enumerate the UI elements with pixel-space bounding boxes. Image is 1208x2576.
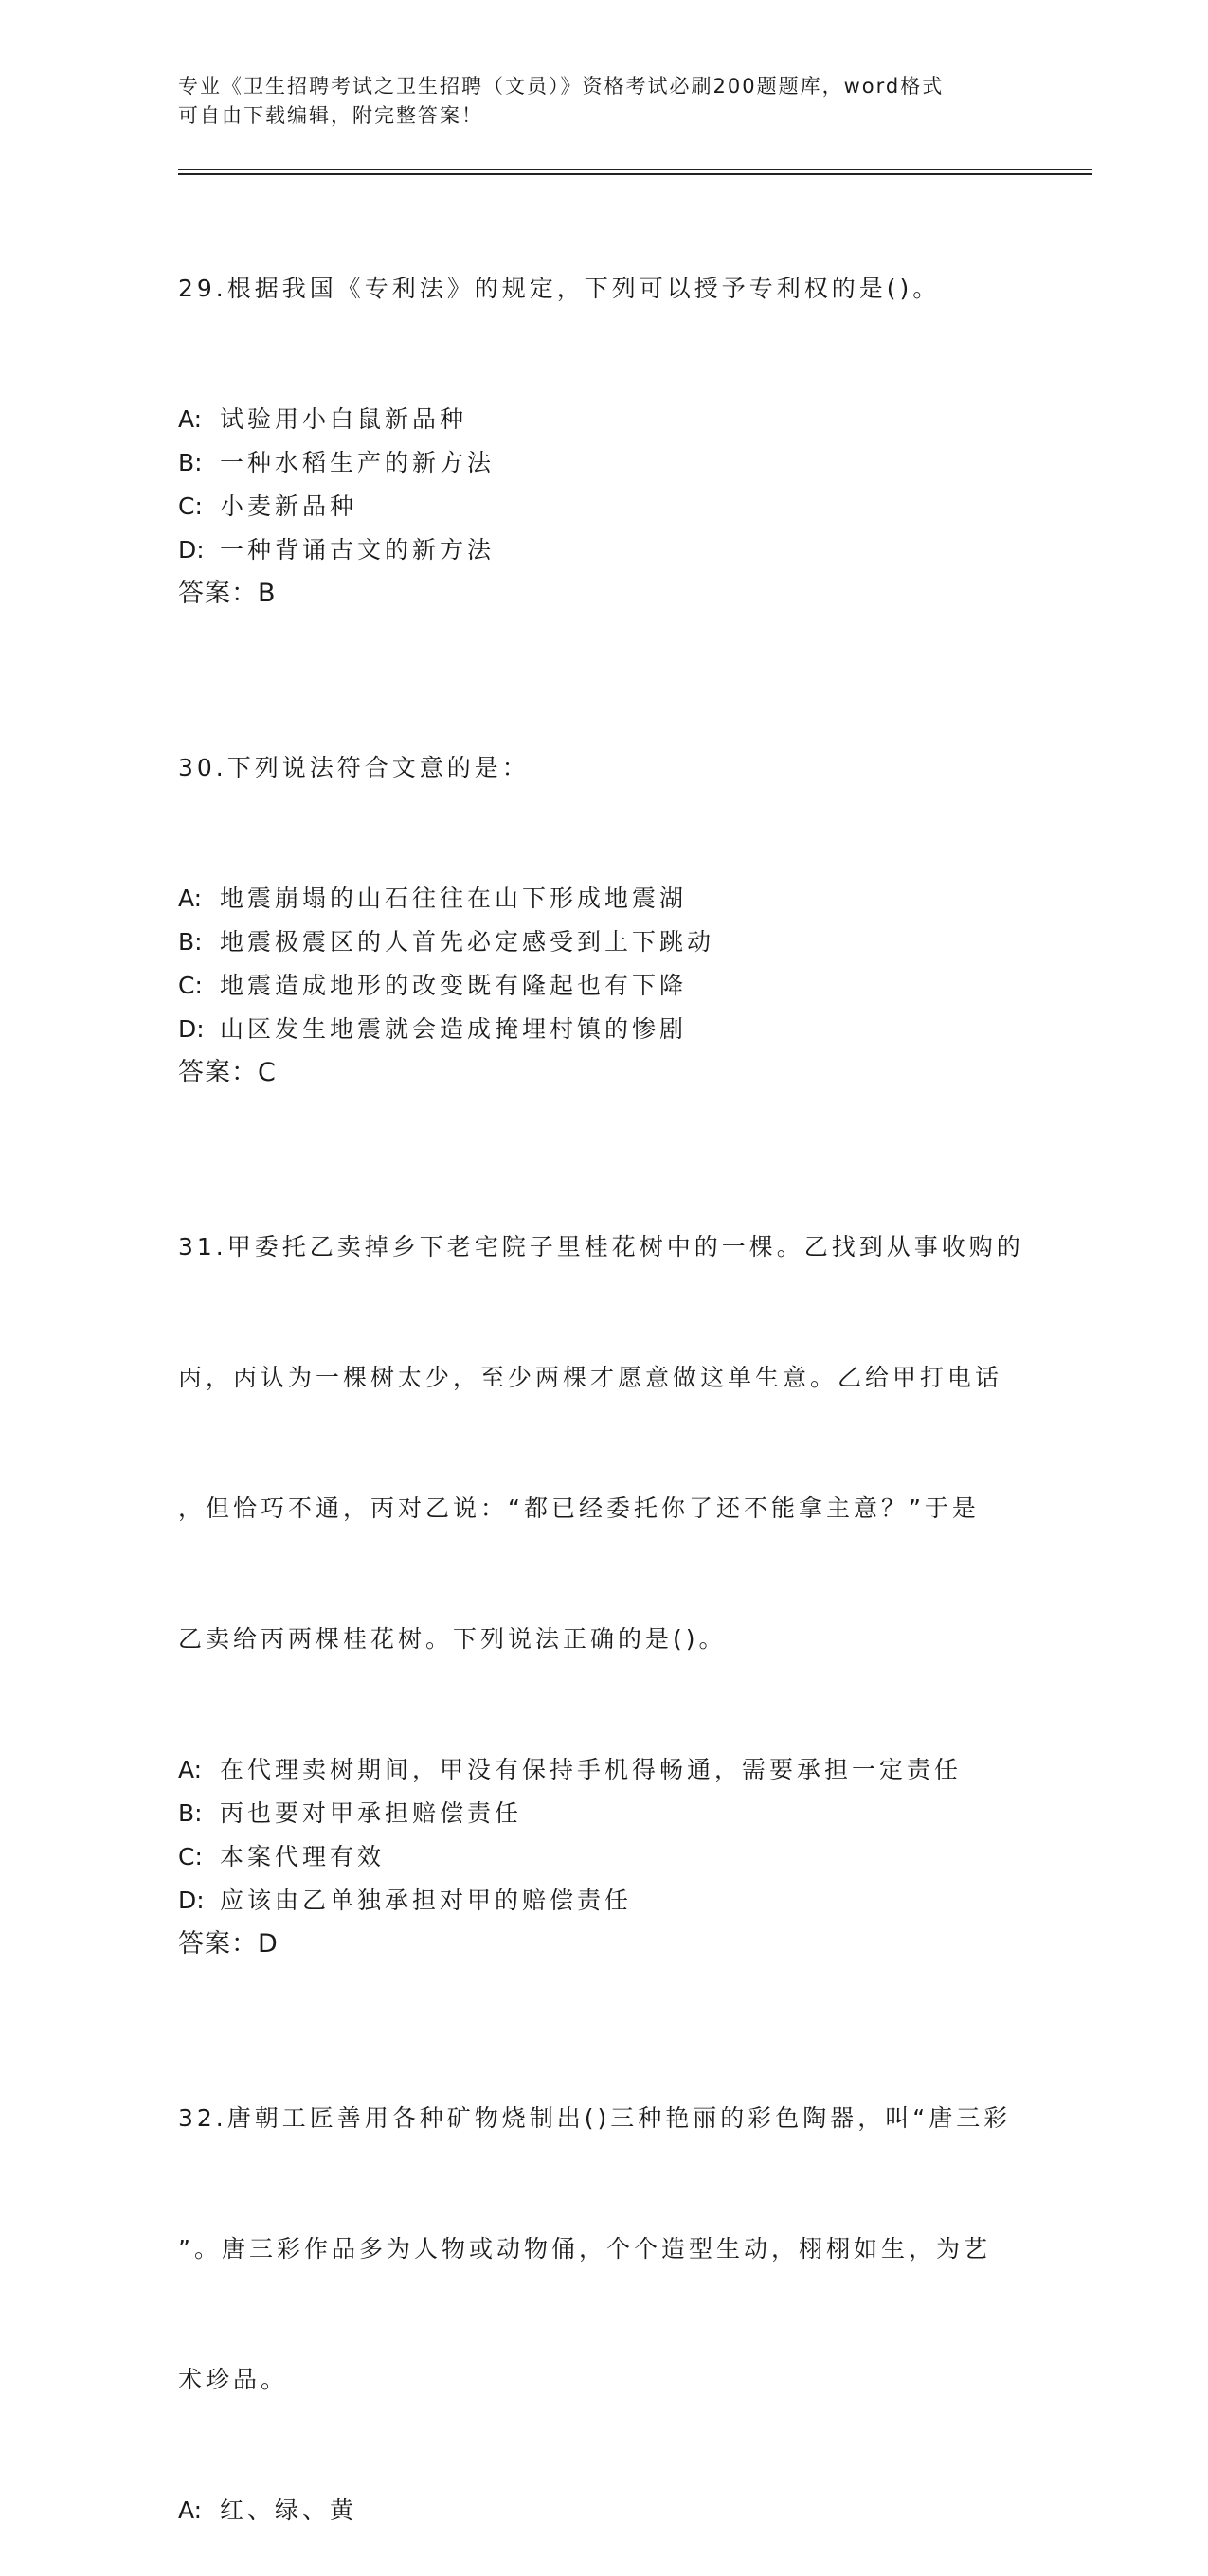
option-key: B: [178,928,203,956]
option-b [178,1792,1031,1835]
stem-line: 29.根据我国《专利法》的规定，下列可以授予专利权的是()。 [178,275,941,302]
question-stem [178,2010,1031,2489]
header-divider-top [178,169,1092,170]
header-line-1: 专业《卫生招聘考试之卫生招聘（文员）》资格考试必刷200题题库，word格式 [178,75,945,98]
option-c [178,485,1031,528]
option-text: 一种背诵古文的新方法 [220,536,496,564]
option-key: A: [178,1756,203,1783]
option-text: 试验用小白鼠新品种 [220,405,468,433]
option-text: 小麦新品种 [220,492,358,520]
option-c [178,964,1031,1008]
answer-line: 答案：C [178,1058,277,1087]
option-text: 丙也要对甲承担赔偿责任 [220,1799,523,1827]
question-stem [178,180,1031,398]
option-d [178,1008,1031,1051]
header-line-2: 可自由下载编辑，附完整答案！ [178,104,483,127]
option-key: C: [178,1843,203,1870]
question-32 [178,2010,1031,2532]
question-30 [178,659,1031,1095]
stem-line: ，但恰巧不通，丙对乙说：“都已经委托你了还不能拿主意？”于是 [178,1494,980,1522]
stem-line: 30.下列说法符合文意的是： [178,754,530,781]
answer-line: 答案：B [178,579,277,608]
option-b [178,441,1031,485]
stem-line: 乙卖给丙两棵桂花树。下列说法正确的是()。 [178,1625,727,1653]
question-31 [178,1138,1031,1966]
option-key: B: [178,449,203,476]
option-c [178,1835,1031,1879]
option-d [178,1879,1031,1923]
option-a [178,877,1031,921]
option-text: 在代理卖树期间，甲没有保持手机得畅通，需要承担一定责任 [220,1756,963,1783]
option-text: 本案代理有效 [220,1843,386,1870]
stem-line: 丙，丙认为一棵树太少，至少两棵才愿意做这单生意。乙给甲打电话 [178,1364,1003,1391]
option-key: D: [178,1015,205,1043]
question-list [178,180,1031,2576]
option-key: B: [178,1799,203,1827]
option-key: A: [178,2496,203,2524]
option-b [178,921,1031,964]
option-key: C: [178,972,203,999]
option-key: D: [178,536,205,564]
option-text: 地震造成地形的改变既有隆起也有下降 [220,972,688,999]
answer-line: 答案：D [178,1929,279,1959]
option-key: A: [178,405,203,433]
option-text: 一种水稻生产的新方法 [220,449,496,476]
option-a [178,1748,1031,1792]
option-a [178,2489,1031,2532]
document-header [178,72,1031,131]
stem-line: ”。唐三彩作品多为人物或动物俑，个个造型生动，栩栩如生，为艺 [178,2235,991,2263]
question-stem [178,1138,1031,1748]
stem-line: 32.唐朝工匠善用各种矿物烧制出()三种艳丽的彩色陶器，叫“唐三彩 [178,2104,1012,2132]
option-key: A: [178,885,203,912]
option-text: 应该由乙单独承担对甲的赔偿责任 [220,1887,633,1914]
stem-line: 31.甲委托乙卖掉乡下老宅院子里桂花树中的一棵。乙找到从事收购的 [178,1233,1024,1261]
question-29 [178,180,1031,616]
option-text: 红、绿、黄 [220,2496,358,2524]
stem-line: 术珍品。 [178,2366,289,2393]
option-key: C: [178,492,203,520]
option-d [178,528,1031,572]
option-text: 山区发生地震就会造成掩埋村镇的惨剧 [220,1015,688,1043]
option-key: D: [178,1887,205,1914]
option-a [178,398,1031,441]
question-stem [178,659,1031,877]
option-text: 地震崩塌的山石往往在山下形成地震湖 [220,885,688,912]
option-text: 地震极震区的人首先必定感受到上下跳动 [220,928,715,956]
header-divider-bottom [178,173,1092,175]
